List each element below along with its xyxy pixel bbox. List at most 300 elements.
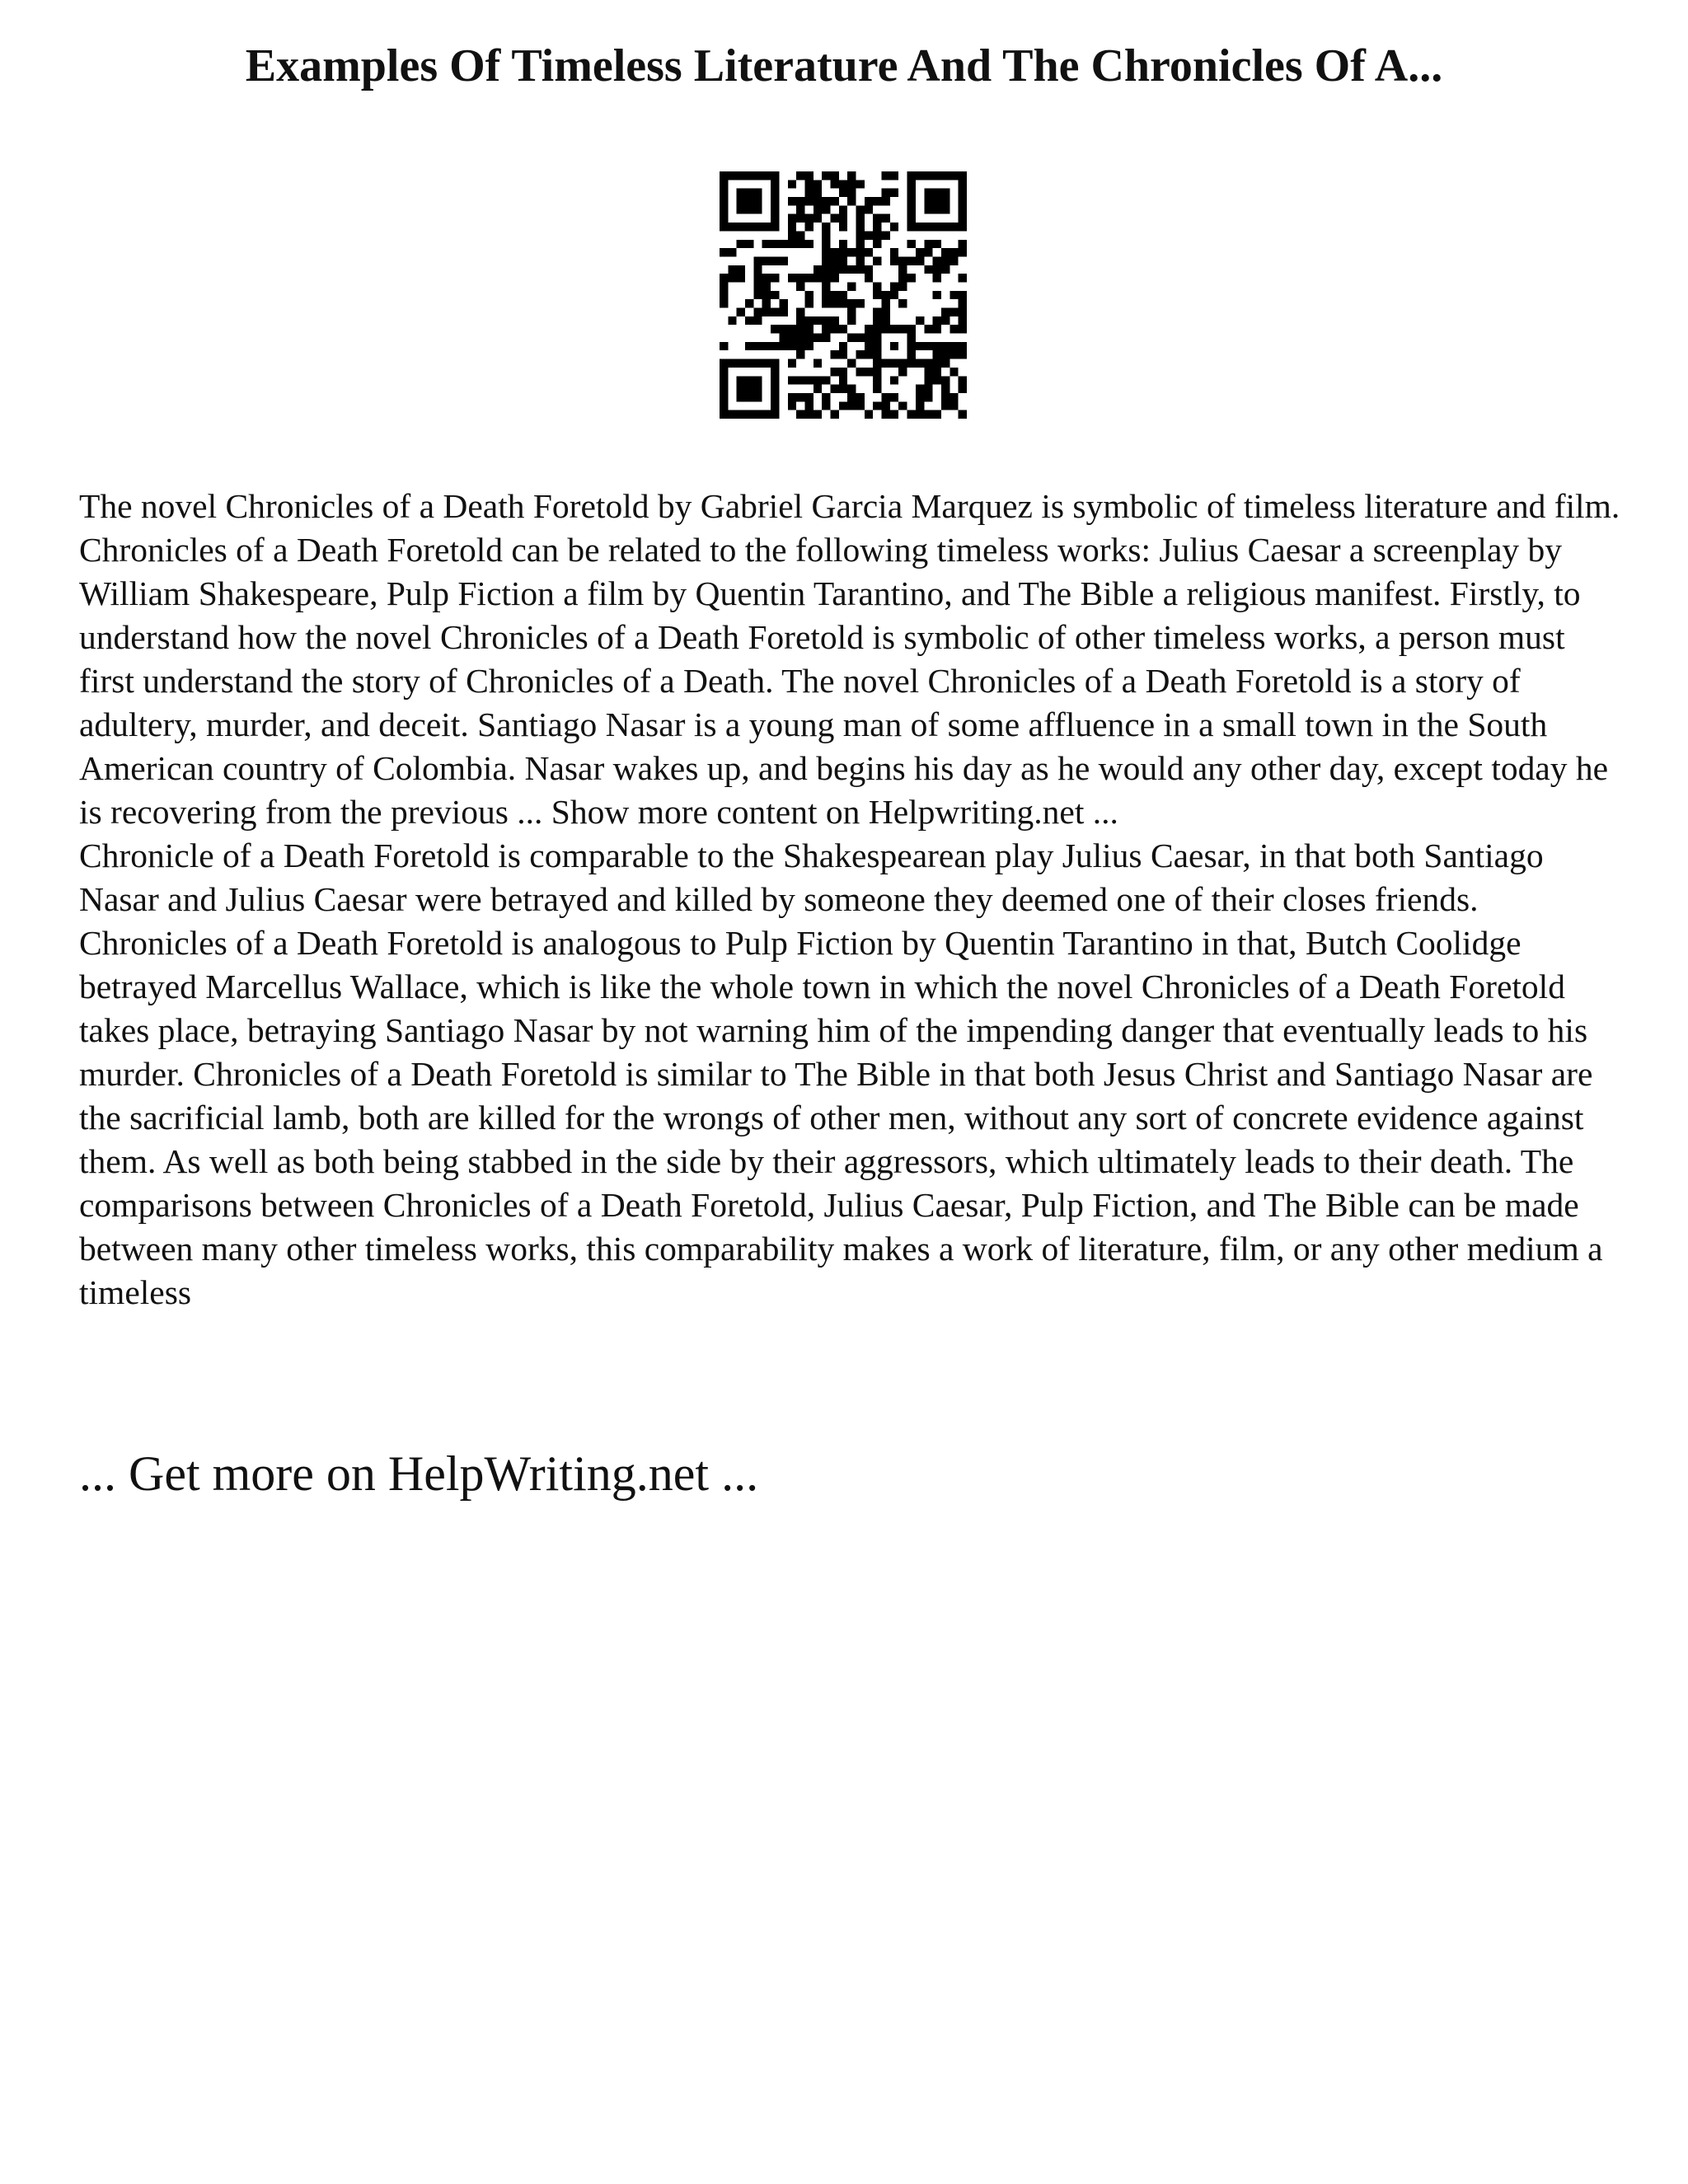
qr-module — [762, 410, 771, 419]
qr-module — [856, 180, 865, 188]
qr-module — [779, 299, 787, 307]
qr-module — [959, 291, 967, 299]
qr-module — [959, 189, 967, 197]
qr-module — [753, 223, 762, 231]
qr-module — [804, 316, 813, 325]
qr-module — [865, 248, 873, 256]
qr-module — [771, 189, 779, 197]
qr-module — [873, 334, 881, 342]
qr-module — [916, 410, 924, 419]
qr-module — [788, 393, 796, 401]
qr-module — [720, 401, 728, 410]
qr-module — [916, 385, 924, 393]
qr-module — [847, 299, 856, 307]
qr-module — [959, 223, 967, 231]
qr-module — [737, 410, 745, 419]
qr-module — [762, 282, 771, 290]
qr-module — [745, 393, 753, 401]
qr-module — [737, 376, 745, 384]
qr-module — [745, 189, 753, 197]
qr-module — [873, 342, 881, 350]
qr-module — [933, 240, 941, 248]
qr-module — [737, 223, 745, 231]
qr-module — [847, 189, 856, 197]
qr-module — [753, 189, 762, 197]
qr-module — [720, 189, 728, 197]
qr-module — [788, 197, 796, 205]
qr-module — [924, 248, 932, 256]
qr-module — [804, 171, 813, 180]
qr-module — [839, 256, 847, 265]
qr-module — [745, 205, 753, 213]
qr-module — [856, 334, 865, 342]
qr-module — [830, 385, 838, 393]
qr-module — [856, 214, 865, 223]
qr-module — [847, 308, 856, 316]
qr-module — [822, 291, 830, 299]
qr-module — [933, 197, 941, 205]
qr-module — [890, 291, 898, 299]
qr-module — [941, 248, 950, 256]
qr-module — [771, 171, 779, 180]
qr-module — [941, 376, 950, 384]
qr-module — [941, 342, 950, 350]
qr-module — [737, 274, 745, 282]
qr-module — [839, 385, 847, 393]
qr-module — [737, 205, 745, 213]
qr-module — [788, 334, 796, 342]
qr-module — [830, 325, 838, 333]
qr-module — [788, 325, 796, 333]
qr-module — [924, 265, 932, 274]
qr-module — [822, 325, 830, 333]
qr-module — [830, 214, 838, 223]
qr-module — [753, 410, 762, 419]
qr-module — [907, 189, 916, 197]
qr-module — [745, 240, 753, 248]
qr-module — [941, 350, 950, 359]
qr-module — [847, 385, 856, 393]
qr-module — [762, 171, 771, 180]
qr-module — [959, 274, 967, 282]
qr-module — [950, 248, 958, 256]
qr-module — [720, 368, 728, 376]
qr-module — [916, 316, 924, 325]
qr-module — [839, 401, 847, 410]
qr-module — [941, 265, 950, 274]
qr-module — [950, 223, 958, 231]
qr-module — [882, 189, 890, 197]
qr-module — [796, 410, 804, 419]
qr-module — [898, 325, 907, 333]
qr-module — [916, 171, 924, 180]
qr-module — [907, 171, 916, 180]
qr-module — [959, 316, 967, 325]
qr-module — [856, 240, 865, 248]
qr-module — [941, 401, 950, 410]
qr-module — [804, 189, 813, 197]
qr-module — [728, 248, 736, 256]
qr-module — [856, 248, 865, 256]
qr-module — [779, 334, 787, 342]
qr-module — [804, 376, 813, 384]
qr-module — [771, 197, 779, 205]
qr-module — [890, 410, 898, 419]
qr-module — [771, 368, 779, 376]
qr-module — [745, 376, 753, 384]
qr-module — [822, 282, 830, 290]
qr-module — [753, 359, 762, 368]
qr-module — [933, 189, 941, 197]
qr-module — [898, 401, 907, 410]
qr-module — [753, 385, 762, 393]
qr-module — [771, 401, 779, 410]
qr-module — [856, 393, 865, 401]
qr-module — [720, 197, 728, 205]
qr-module — [762, 240, 771, 248]
qr-module — [907, 359, 916, 368]
qr-module — [814, 274, 822, 282]
qr-module — [720, 248, 728, 256]
qr-module — [847, 316, 856, 325]
qr-module — [762, 274, 771, 282]
qr-module — [890, 223, 898, 231]
qr-module — [830, 197, 838, 205]
get-more-link[interactable]: ... Get more on HelpWriting.net ... — [79, 1446, 759, 1501]
qr-module — [788, 214, 796, 223]
qr-module — [882, 291, 890, 299]
qr-module — [762, 308, 771, 316]
qr-module — [950, 350, 958, 359]
qr-module — [847, 393, 856, 401]
qr-module — [856, 350, 865, 359]
qr-module — [753, 342, 762, 350]
qr-module — [745, 197, 753, 205]
qr-module — [873, 325, 881, 333]
qr-module — [950, 256, 958, 265]
qr-module — [822, 197, 830, 205]
qr-module — [959, 240, 967, 248]
qr-module — [796, 325, 804, 333]
qr-module — [822, 401, 830, 410]
qr-module — [720, 299, 728, 307]
qr-module — [720, 180, 728, 188]
qr-module — [907, 325, 916, 333]
qr-module — [882, 231, 890, 239]
qr-module — [822, 274, 830, 282]
qr-module — [788, 240, 796, 248]
qr-module — [847, 401, 856, 410]
qr-module — [847, 359, 856, 368]
qr-module — [771, 180, 779, 188]
qr-module — [856, 265, 865, 274]
qr-module — [959, 299, 967, 307]
qr-module — [839, 265, 847, 274]
qr-module — [720, 171, 728, 180]
qr-module — [804, 342, 813, 350]
qr-module — [898, 256, 907, 265]
qr-module — [762, 359, 771, 368]
qr-module — [847, 265, 856, 274]
document-body — [79, 485, 1620, 1315]
qr-module — [882, 214, 890, 223]
qr-module — [907, 205, 916, 213]
qr-module — [771, 256, 779, 265]
qr-module — [856, 231, 865, 239]
qr-module — [753, 316, 762, 325]
qr-module — [728, 171, 736, 180]
qr-module — [916, 223, 924, 231]
qr-code-icon — [720, 171, 967, 419]
qr-module — [822, 171, 830, 180]
qr-module — [873, 291, 881, 299]
qr-module — [933, 342, 941, 350]
qr-module — [856, 223, 865, 231]
qr-module — [728, 223, 736, 231]
qr-module — [924, 189, 932, 197]
qr-module — [882, 410, 890, 419]
qr-module — [882, 316, 890, 325]
qr-module — [916, 256, 924, 265]
qr-module — [839, 180, 847, 188]
qr-module — [745, 316, 753, 325]
qr-module — [720, 291, 728, 299]
qr-module — [933, 368, 941, 376]
qr-module — [941, 205, 950, 213]
qr-module — [796, 308, 804, 316]
qr-module — [737, 385, 745, 393]
qr-module — [822, 393, 830, 401]
qr-module — [873, 350, 881, 359]
qr-module — [839, 214, 847, 223]
qr-module — [959, 410, 967, 419]
qr-module — [804, 180, 813, 188]
qr-module — [788, 274, 796, 282]
qr-module — [720, 376, 728, 384]
qr-module — [907, 223, 916, 231]
qr-module — [737, 308, 745, 316]
qr-module — [950, 171, 958, 180]
qr-module — [745, 342, 753, 350]
qr-module — [907, 180, 916, 188]
qr-module — [865, 265, 873, 274]
qr-module — [865, 350, 873, 359]
qr-module — [737, 171, 745, 180]
qr-module — [804, 274, 813, 282]
qr-module — [941, 359, 950, 368]
qr-module — [728, 359, 736, 368]
qr-module — [728, 316, 736, 325]
qr-module — [898, 265, 907, 274]
qr-module — [898, 274, 907, 282]
qr-module — [959, 180, 967, 188]
qr-module — [753, 256, 762, 265]
qr-module — [856, 368, 865, 376]
qr-module — [779, 256, 787, 265]
qr-module — [933, 410, 941, 419]
qr-module — [745, 410, 753, 419]
qr-module — [941, 171, 950, 180]
qr-module — [728, 410, 736, 419]
qr-module — [839, 240, 847, 248]
qr-module — [822, 223, 830, 231]
qr-module — [907, 197, 916, 205]
qr-module — [847, 171, 856, 180]
qr-module — [737, 197, 745, 205]
body-paragraph: Chronicle of a Death Foretold is comparable to the Shakespearean play Julius Caesar, in that both Santiago Nasar and Julius Caesar were betrayed and killed by someone they deemed one of their closes friends. Chronicles of a Death Foretold is analogous to Pulp Fiction by Quentin Tarantino in that, Butch Coolidge betrayed Marcellus Wallace, which is like the whole town in which the novel Chronicles of a Death Foretold takes place, betraying Santiago Nasar by not warning him of the impending danger that eventually leads to his murder. Chronicles of a Death Foretold is similar to The Bible in that both Jesus Christ and Santiago Nasar are the sacrificial lamb, both are killed for the wrongs of other men, without any sort of concrete evidence against them. As well as both being stabbed in the side by their aggressors, which ultimately leads to their death. The comparisons between Chronicles of a Death Foretold, Julius Caesar, Pulp Fiction, and The Bible can be made between many other timeless works, this comparability makes a work of literature, film, or any other medium a timeless — [79, 837, 1603, 1311]
qr-module — [839, 299, 847, 307]
qr-module — [839, 248, 847, 256]
qr-module — [762, 223, 771, 231]
qr-module — [916, 342, 924, 350]
qr-module — [933, 265, 941, 274]
qr-module — [873, 197, 881, 205]
qr-module — [898, 368, 907, 376]
qr-module — [856, 205, 865, 213]
qr-module — [822, 316, 830, 325]
qr-module — [830, 274, 838, 282]
qr-module — [865, 342, 873, 350]
qr-module — [771, 359, 779, 368]
qr-module — [720, 205, 728, 213]
qr-module — [890, 256, 898, 265]
qr-module — [873, 308, 881, 316]
qr-module — [839, 205, 847, 213]
qr-module — [950, 308, 958, 316]
qr-module — [814, 385, 822, 393]
qr-module — [839, 325, 847, 333]
qr-module — [873, 376, 881, 384]
qr-module — [839, 189, 847, 197]
qr-module — [907, 342, 916, 350]
qr-module — [847, 248, 856, 256]
qr-module — [873, 214, 881, 223]
qr-module — [959, 325, 967, 333]
qr-module — [916, 393, 924, 401]
qr-module — [753, 171, 762, 180]
qr-module — [907, 274, 916, 282]
qr-module — [924, 393, 932, 401]
qr-module — [771, 385, 779, 393]
qr-module — [924, 385, 932, 393]
qr-module — [822, 376, 830, 384]
qr-module — [924, 368, 932, 376]
qr-module — [882, 401, 890, 410]
qr-module — [865, 334, 873, 342]
qr-module — [779, 325, 787, 333]
qr-module — [959, 350, 967, 359]
qr-module — [950, 401, 958, 410]
qr-module — [873, 316, 881, 325]
qr-module — [916, 359, 924, 368]
qr-module — [839, 342, 847, 350]
qr-module — [771, 393, 779, 401]
qr-module — [720, 274, 728, 282]
qr-module — [890, 393, 898, 401]
qr-module — [771, 274, 779, 282]
qr-module — [753, 282, 762, 290]
qr-module — [788, 342, 796, 350]
qr-module — [796, 376, 804, 384]
qr-module — [745, 299, 753, 307]
qr-module — [796, 197, 804, 205]
qr-module — [933, 171, 941, 180]
qr-module — [890, 282, 898, 290]
qr-module — [796, 393, 804, 401]
qr-module — [788, 180, 796, 188]
qr-module — [950, 325, 958, 333]
qr-module — [907, 334, 916, 342]
qr-module — [737, 265, 745, 274]
qr-module — [728, 274, 736, 282]
qr-module — [890, 171, 898, 180]
qr-module — [941, 223, 950, 231]
qr-module — [804, 240, 813, 248]
qr-module — [771, 240, 779, 248]
qr-module — [720, 214, 728, 223]
qr-module — [814, 214, 822, 223]
qr-module — [890, 248, 898, 256]
qr-module — [753, 197, 762, 205]
qr-module — [856, 256, 865, 265]
qr-module — [865, 197, 873, 205]
qr-module — [933, 256, 941, 265]
qr-module — [933, 223, 941, 231]
qr-module — [753, 376, 762, 384]
qr-module — [822, 240, 830, 248]
qr-module — [788, 231, 796, 239]
qr-module — [882, 308, 890, 316]
qr-module — [924, 359, 932, 368]
qr-module — [788, 376, 796, 384]
qr-module — [839, 368, 847, 376]
qr-module — [771, 205, 779, 213]
qr-module — [882, 325, 890, 333]
qr-module — [898, 282, 907, 290]
qr-module — [762, 299, 771, 307]
qr-module — [839, 223, 847, 231]
qr-module — [804, 299, 813, 307]
qr-module — [924, 205, 932, 213]
qr-module — [916, 401, 924, 410]
qr-module — [822, 205, 830, 213]
qr-module — [839, 376, 847, 384]
qr-module — [873, 401, 881, 410]
qr-module — [822, 248, 830, 256]
qr-module — [788, 401, 796, 410]
qr-module — [959, 197, 967, 205]
qr-module — [873, 240, 881, 248]
qr-module — [924, 171, 932, 180]
qr-module — [882, 171, 890, 180]
qr-module — [950, 342, 958, 350]
qr-module — [882, 393, 890, 401]
qr-module — [779, 308, 787, 316]
qr-module — [873, 223, 881, 231]
qr-module — [796, 231, 804, 239]
qr-module — [847, 282, 856, 290]
qr-module — [950, 291, 958, 299]
qr-module — [814, 410, 822, 419]
qr-module — [941, 316, 950, 325]
qr-module — [737, 393, 745, 401]
qr-module — [745, 171, 753, 180]
qr-module — [804, 197, 813, 205]
qr-module — [745, 385, 753, 393]
qr-module — [907, 240, 916, 248]
qr-module — [847, 180, 856, 188]
qr-module — [814, 205, 822, 213]
